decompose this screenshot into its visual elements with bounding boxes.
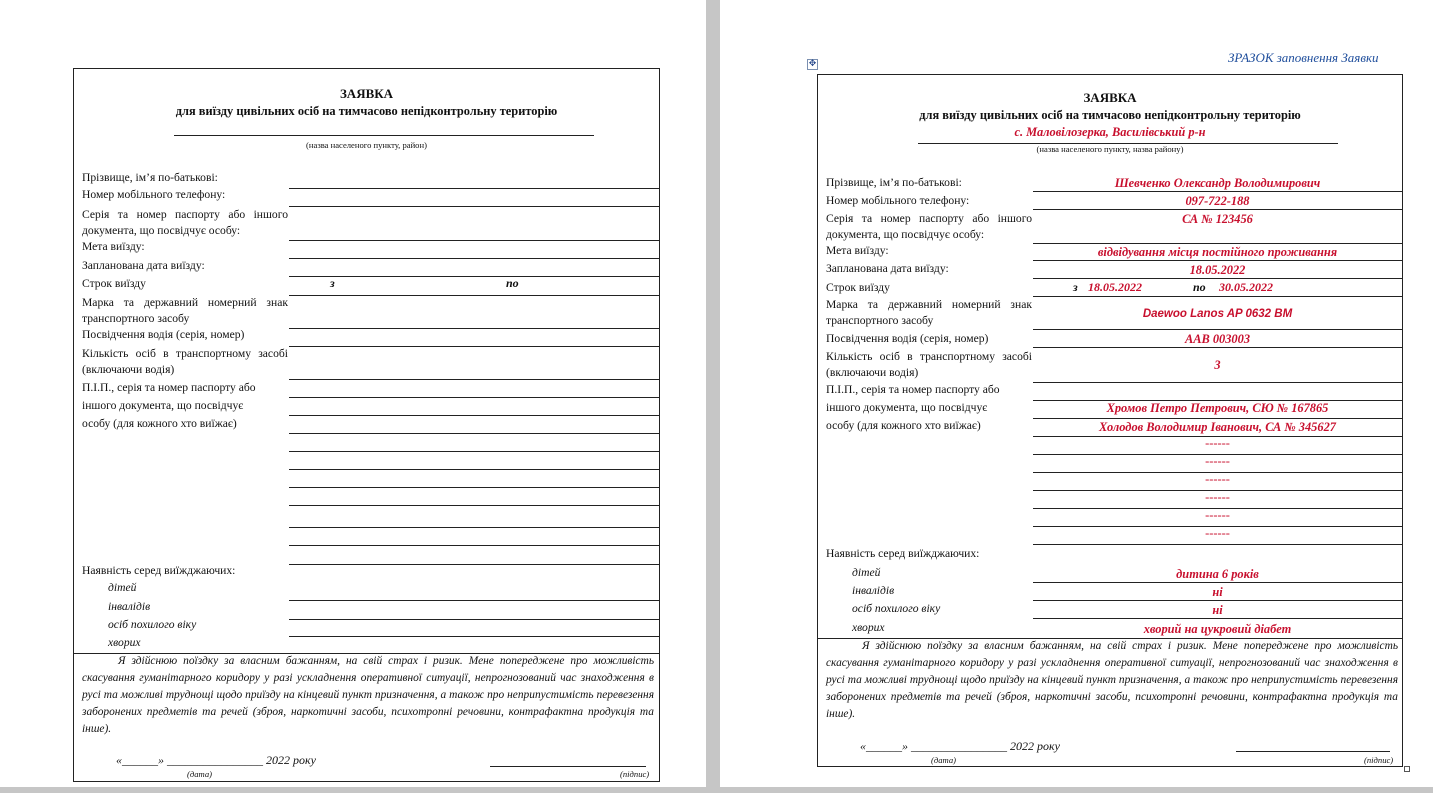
label-sick: хворих — [108, 636, 141, 649]
application-form-sample — [817, 74, 1403, 767]
field-elderly[interactable] — [289, 636, 659, 637]
value-term-from: 18.05.2022 — [1088, 280, 1142, 294]
label-sick: хворих — [852, 621, 885, 634]
value-dash-4: ------ — [1205, 490, 1230, 504]
field-passenger-3[interactable] — [289, 433, 659, 434]
declaration-text: Я здійснюю поїздку за власним бажанням, на свій страх і ризик. Мене попереджене про можливість скасування гуманітарного коридору у разі ускладнення оперативної ситуації, непрогнозований час знаходження в русі та можливі труднощі щодо приїзду на кінцевий пункт призначення, а також про неприпустимість перевезення заборонених предметів та речей (зброя, наркотичні засоби, психотропні речовини, контрафактна продукція та інше). — [826, 640, 1398, 720]
field-passenger-8[interactable] — [289, 527, 659, 528]
field-passenger-8[interactable] — [1033, 544, 1402, 545]
form-title: ЗАЯВКА — [339, 86, 394, 101]
date-sign: «______» ________________ 2022 року — [116, 753, 316, 767]
label-persons: Кількість осіб в транспортному засобі (включаючи водія) — [82, 347, 288, 376]
field-name[interactable] — [1033, 191, 1402, 192]
label-children: дітей — [108, 581, 137, 594]
label-phone: Номер мобільного телефону: — [82, 188, 226, 201]
value-dash-1: ------ — [1205, 436, 1230, 450]
value-purpose: відвідування місця постійного проживання — [1097, 245, 1338, 259]
date-hint: (дата) — [187, 769, 212, 779]
field-passenger-7[interactable] — [289, 505, 659, 506]
field-passenger-1[interactable] — [289, 397, 659, 398]
page-gap — [706, 0, 720, 793]
label-pip-2: іншого документа, що посвідчує — [82, 399, 244, 412]
signature-field[interactable] — [1236, 738, 1390, 752]
field-term[interactable] — [289, 295, 659, 296]
application-form-blank — [73, 68, 660, 782]
term-from-label: з — [330, 276, 335, 290]
label-vehicle: Марка та державний номерний знак транспортного засобу — [826, 298, 1032, 327]
label-term: Строк виїзду — [82, 277, 146, 290]
field-disabled[interactable] — [289, 619, 659, 620]
field-persons[interactable] — [1033, 382, 1402, 383]
label-elderly: осіб похилого віку — [108, 618, 197, 631]
label-children: дітей — [852, 566, 881, 579]
table-move-icon[interactable]: ✥ — [808, 59, 817, 69]
field-persons[interactable] — [289, 379, 659, 380]
field-phone[interactable] — [1033, 209, 1402, 210]
field-date[interactable] — [1033, 278, 1402, 279]
field-purpose[interactable] — [1033, 260, 1402, 261]
label-term: Строк виїзду — [826, 281, 890, 294]
label-pip-1: П.І.П., серія та номер паспорту або — [82, 381, 256, 394]
field-children[interactable] — [289, 600, 659, 601]
field-license[interactable] — [1033, 347, 1402, 348]
value-passenger-2: Холодов Володимир Іванович, СА № 345627 — [1099, 420, 1336, 434]
term-from-label: з — [1073, 280, 1078, 294]
signature-hint: (підпис) — [620, 769, 650, 779]
date-sign: «______» ________________ 2022 року — [860, 739, 1060, 753]
form-title: ЗАЯВКА — [1083, 90, 1137, 105]
signature-field[interactable] — [490, 752, 646, 767]
field-vehicle[interactable] — [1033, 329, 1402, 330]
field-children[interactable] — [1033, 582, 1402, 583]
label-pip-1: П.І.П., серія та номер паспорту або — [826, 383, 1000, 396]
field-passenger-2[interactable] — [289, 415, 659, 416]
field-passport[interactable] — [289, 240, 659, 241]
place-hint: (назва населеного пункту, назва району) — [1036, 144, 1184, 154]
term-to-label: по — [506, 276, 519, 290]
form-subtitle: для виїзду цивільних осіб на тимчасово непідконтрольну територію — [919, 108, 1301, 122]
date-hint: (дата) — [931, 755, 956, 765]
field-disabled[interactable] — [1033, 600, 1402, 601]
label-phone: Номер мобільного телефону: — [826, 194, 970, 207]
form-subtitle: для виїзду цивільних осіб на тимчасово непідконтрольну територію — [175, 104, 558, 118]
place-field[interactable] — [174, 123, 594, 136]
value-elderly: ні — [1212, 603, 1223, 617]
label-pip-3: особу (для кожного хто виїжає) — [826, 419, 981, 432]
label-disabled: інвалідів — [852, 584, 895, 597]
field-vehicle[interactable] — [289, 328, 659, 329]
term-to-label: по — [1193, 280, 1206, 294]
field-date[interactable] — [289, 276, 659, 277]
field-passenger-9[interactable] — [289, 545, 659, 546]
value-dash-6: ------ — [1205, 526, 1230, 540]
label-elderly: осіб похилого віку — [852, 602, 941, 615]
label-presence: Наявність серед виїжджаючих: — [826, 547, 980, 560]
field-presence[interactable] — [289, 564, 659, 565]
field-passenger-6[interactable] — [289, 487, 659, 488]
label-purpose: Мета виїзду: — [82, 240, 145, 253]
label-pip-2: іншого документа, що посвідчує — [826, 401, 988, 414]
label-passport: Серія та номер паспорту або іншого документа, що посвідчує особу: — [82, 208, 288, 237]
value-sick: хворий на цукровий діабет — [1143, 622, 1292, 636]
label-presence: Наявність серед виїжджаючих: — [82, 564, 236, 577]
label-disabled: інвалідів — [108, 600, 151, 613]
field-license[interactable] — [289, 346, 659, 347]
label-vehicle: Марка та державний номерний знак транспортного засобу — [82, 296, 288, 325]
value-license: ААВ 003003 — [1184, 332, 1251, 346]
value-persons: 3 — [1214, 358, 1221, 372]
value-children: дитина 6 років — [1176, 567, 1259, 581]
field-passenger-4[interactable] — [289, 451, 659, 452]
field-name[interactable] — [289, 188, 659, 189]
label-license: Посвідчення водія (серія, номер) — [826, 332, 989, 345]
value-dash-5: ------ — [1205, 508, 1230, 522]
sample-header: ЗРАЗОК заповнення Заявки — [1228, 50, 1379, 65]
label-purpose: Мета виїзду: — [826, 244, 889, 257]
place-hint: (назва населеного пункту, район) — [306, 140, 427, 150]
field-purpose[interactable] — [289, 258, 659, 259]
label-date: Запланована дата виїзду: — [826, 262, 949, 275]
value-vehicle: Daewoo Lanos AP 0632 BM — [1142, 308, 1293, 320]
value-date: 18.05.2022 — [1189, 263, 1246, 277]
label-pip-3: особу (для кожного хто виїжає) — [82, 417, 237, 430]
field-phone[interactable] — [289, 206, 659, 207]
table-resize-handle[interactable] — [1404, 766, 1410, 772]
label-date: Запланована дата виїзду: — [82, 259, 205, 272]
place-value: с. Маловілозерка, Василівський р-н — [1014, 125, 1206, 139]
document-page-left — [0, 0, 706, 787]
declaration-text: Я здійснюю поїздку за власним бажанням, на свій страх і ризик. Мене попереджене про можливість скасування гуманітарного коридору у разі ускладнення оперативної ситуації, непрогнозований час знаходження в русі та можливі труднощі щодо приїзду на кінцевий пункт призначення, а також про неприпустимість перевезення заборонених предметів та речей (зброя, наркотичні засоби, психотропні речовини, контрафактна продукція та інше). — [82, 655, 654, 735]
field-term[interactable] — [1033, 296, 1402, 297]
value-passenger-1: Хромов Петро Петрович, СЮ № 167865 — [1106, 401, 1329, 415]
label-persons: Кількість осіб в транспортному засобі (включаючи водія) — [826, 350, 1032, 379]
signature-hint: (підпис) — [1364, 755, 1394, 765]
label-name: Прізвище, ім’я по-батькові: — [826, 176, 962, 189]
document-page-right — [720, 0, 1433, 787]
field-elderly[interactable] — [1033, 618, 1402, 619]
value-dash-3: ------ — [1205, 472, 1230, 486]
place-field[interactable] — [918, 131, 1338, 144]
bottom-gap — [0, 787, 1433, 793]
value-dash-2: ------ — [1205, 454, 1230, 468]
value-phone: 097-722-188 — [1185, 194, 1250, 208]
value-name: Шевченко Олександр Володимирович — [1114, 176, 1321, 190]
field-passenger-5[interactable] — [289, 469, 659, 470]
value-passport: СА № 123456 — [1182, 212, 1253, 226]
label-name: Прізвище, ім’я по-батькові: — [82, 171, 218, 184]
label-passport: Серія та номер паспорту або іншого документа, що посвідчує особу: — [826, 212, 1032, 241]
value-term-to: 30.05.2022 — [1219, 280, 1273, 294]
value-disabled: ні — [1212, 585, 1223, 599]
label-license: Посвідчення водія (серія, номер) — [82, 328, 245, 341]
